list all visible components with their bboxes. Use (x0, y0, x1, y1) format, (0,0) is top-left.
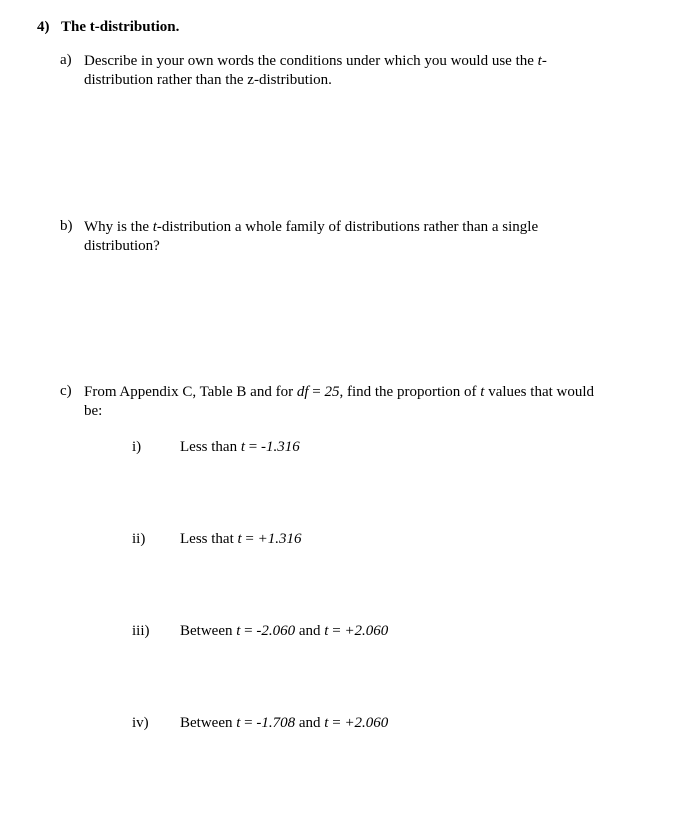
part-b-line2: distribution? (84, 238, 160, 254)
part-b-line1-start: Why is the (84, 219, 153, 235)
subitem-i-value: -1.316 (260, 439, 300, 455)
part-a-line2: distribution rather than the z-distribution. (84, 72, 332, 88)
part-a-line1: Describe in your own words the conditions under which you would use the (84, 53, 538, 69)
subitem-iv-t2: t (324, 715, 329, 731)
subitem-iv-prefix: Between (180, 715, 237, 731)
subitem-ii-label: ii) (132, 531, 146, 547)
part-b-line1-end: -distribution a whole family of distributions rather than a single (156, 219, 539, 235)
subitem-iv-text (180, 715, 388, 732)
part-c-text (84, 383, 594, 421)
part-c-equals: = (308, 384, 325, 400)
part-a-text (84, 52, 547, 90)
subitem-iv-label: iv) (132, 715, 149, 731)
part-c-df-value: 25 (324, 384, 340, 400)
subitem-i-prefix: Less than (180, 439, 241, 455)
subitem-iii-text (180, 623, 388, 640)
subitem-iii-prefix: Between (180, 623, 237, 639)
subitem-i-text (180, 439, 300, 456)
subitem-ii-t: t (237, 531, 242, 547)
part-c-line1-start: From Appendix C, Table B and for (84, 384, 297, 400)
subitem-ii-eq: = (241, 531, 258, 547)
subitem-ii-prefix: Less that (180, 531, 238, 547)
subitem-iv-eq2: = (328, 715, 345, 731)
subitem-iv-value1: -1.708 (256, 715, 296, 731)
part-a-hyphen: - (541, 53, 547, 69)
subitem-iii-t2: t (324, 623, 329, 639)
subitem-iv-t1: t (236, 715, 241, 731)
subitem-iv-value2: +2.060 (344, 715, 389, 731)
subitem-iii-value1: -2.060 (256, 623, 296, 639)
subitem-ii-text (180, 531, 302, 548)
part-c-line1-end: values that would (484, 384, 595, 400)
subitem-iii-eq2: = (328, 623, 345, 639)
question-title: The t-distribution. (61, 19, 180, 35)
subitem-iii-eq1: = (240, 623, 257, 639)
part-c-t-symbol: t (480, 384, 485, 400)
part-b-text (84, 218, 538, 256)
subitem-i-label: i) (132, 439, 142, 455)
part-b-t-symbol: t (152, 219, 157, 235)
part-c-line2: be: (84, 403, 103, 419)
subitem-i-eq: = (245, 439, 261, 455)
subitem-ii-value: +1.316 (257, 531, 302, 547)
subitem-i-t: t (240, 439, 245, 455)
part-b-label: b) (60, 218, 73, 234)
part-c-line1-mid: , find the proportion of (339, 384, 481, 400)
part-a-label: a) (60, 52, 72, 68)
subitem-iv-eq1: = (240, 715, 257, 731)
part-a-t-symbol: t (537, 53, 542, 69)
subitem-iii-t1: t (236, 623, 241, 639)
subitem-iv-and: and (295, 715, 325, 731)
subitem-iii-label: iii) (132, 623, 150, 639)
part-c-df-symbol: df (296, 384, 309, 400)
question-number: 4) (37, 19, 50, 35)
subitem-iii-value2: +2.060 (344, 623, 389, 639)
part-c-label: c) (60, 383, 72, 399)
subitem-iii-and: and (295, 623, 325, 639)
